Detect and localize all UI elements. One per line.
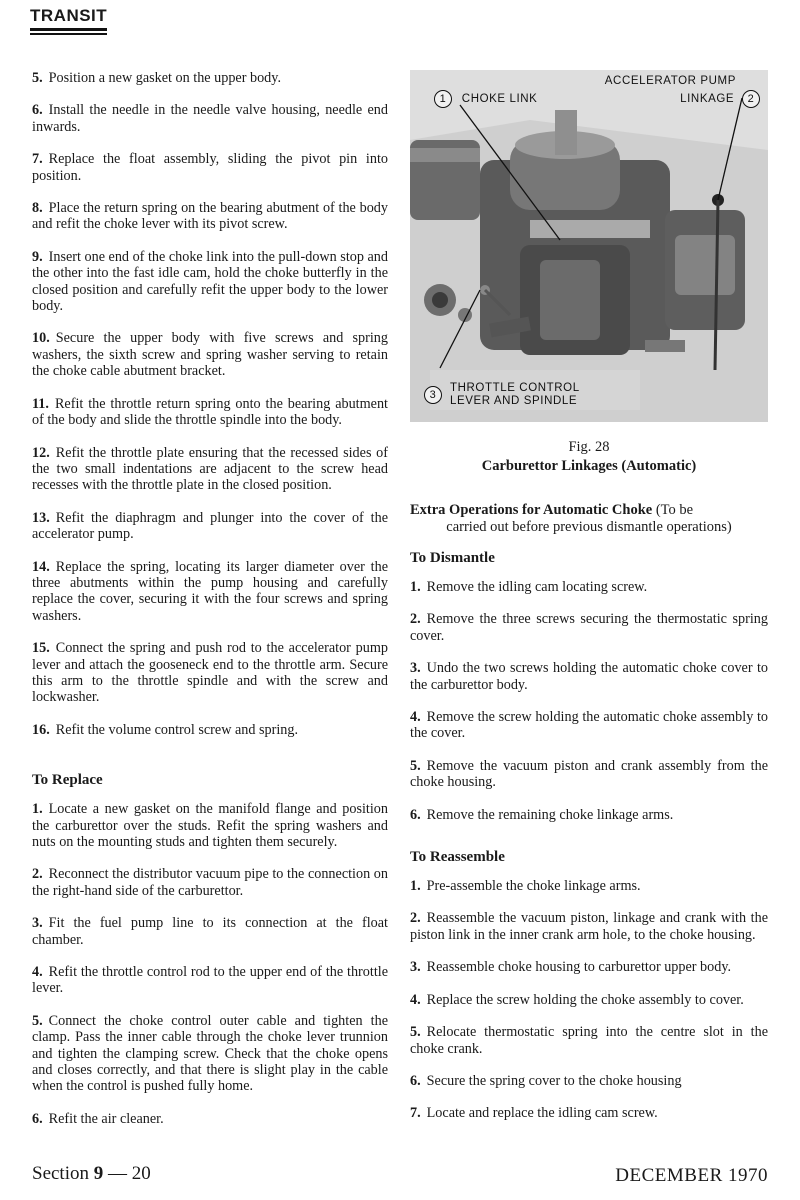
step-item: [32, 1013, 388, 1095]
to-reassemble-heading: To Reassemble: [410, 849, 505, 866]
footer-date: DECEMBER 1970: [615, 1165, 768, 1186]
step-number: 5.: [32, 70, 43, 86]
step-text: Secure the upper body with five screws and spring washers, the sixth screw and spring washer serving to retain the choke cable abutment bracket.: [32, 330, 388, 380]
footer-section: [32, 1163, 151, 1185]
step-text: Secure the spring cover to the choke housing: [426, 1072, 682, 1089]
step-text: Locate a new gasket on the manifold flange and position the carburettor over the studs. Refit the spring washers and nuts on the mounting studs and tighten them securely.: [32, 801, 388, 850]
step-text: Remove the remaining choke linkage arms.: [426, 806, 674, 823]
step-number: 5.: [410, 757, 421, 774]
replace-step-list: [32, 801, 388, 1127]
step-item: [32, 801, 388, 850]
step-text: Undo the two screws holding the automatic choke cover to the carburettor body.: [410, 660, 768, 693]
step-item: [410, 611, 768, 644]
step-text: Connect the choke control outer cable and tighten the clamp. Pass the inner cable through the choke lever trunnion and tighten the clamping screw. Check that the choke opens and closes correctly, and that there is slight play in the cable when the control is pushed fully home.: [32, 1012, 388, 1095]
step-item: [410, 992, 768, 1008]
reassembly-step-list: [32, 70, 388, 738]
step-item: [410, 1105, 768, 1121]
step-item: [410, 807, 768, 823]
carburettor-photo: [410, 70, 768, 422]
step-number: 13.: [32, 509, 50, 526]
callout-throttle-line2: LEVER AND SPINDLE: [450, 395, 578, 407]
extra-operations-title: Extra Operations for Automatic Choke: [410, 502, 653, 518]
step-number: 7.: [410, 1105, 421, 1122]
callout-throttle-control: [424, 382, 580, 408]
step-item: [410, 660, 768, 693]
to-dismantle-heading: To Dismantle: [410, 550, 495, 566]
step-number: 10.: [32, 330, 50, 347]
step-text: Reconnect the distributor vacuum pipe to the connection on the right-hand side of the carburettor.: [32, 866, 388, 899]
step-item: [32, 722, 388, 738]
footer-section-page: — 20: [103, 1163, 151, 1184]
step-text: Pre-assemble the choke linkage arms.: [426, 878, 641, 895]
step-number: 5.: [32, 1012, 43, 1029]
step-text: Insert one end of the choke link into the pull-down stop and the other into the fast idle cam, hold the choke butterfly in the closed position and carefully refit the upper body to the lower body.: [32, 248, 388, 315]
step-item: [410, 910, 768, 943]
step-item: [410, 709, 768, 742]
step-text: Refit the throttle control rod to the upper end of the throttle lever.: [32, 964, 388, 997]
step-item: [32, 396, 388, 429]
reassemble-step-list: [410, 878, 768, 1122]
carburettor-figure: [410, 70, 768, 422]
step-item: [410, 758, 768, 791]
step-text: Remove the three screws securing the thermostatic spring cover.: [410, 611, 768, 644]
step-item: [32, 151, 388, 184]
figure-title: Carburettor Linkages (Automatic): [481, 458, 697, 474]
step-number: 4.: [32, 964, 43, 981]
extra-operations-note-start: (To be: [655, 502, 694, 518]
step-text: Install the needle in the needle valve housing, needle end inwards.: [32, 102, 388, 135]
left-column: [32, 70, 388, 1143]
step-text: Remove the screw holding the automatic choke assembly to the cover.: [410, 709, 768, 742]
step-item: [32, 200, 388, 233]
step-number: 6.: [32, 1110, 43, 1127]
step-number: 8.: [32, 200, 43, 217]
footer-section-prefix: Section: [32, 1163, 94, 1184]
step-number: 6.: [410, 1072, 421, 1089]
step-number: 3.: [410, 660, 421, 677]
step-number: 1.: [410, 579, 421, 595]
step-item: [32, 510, 388, 543]
step-number: 5.: [410, 1024, 421, 1041]
step-text: Remove the idling cam locating screw.: [426, 579, 648, 595]
right-column: [410, 70, 768, 1138]
step-item: [32, 640, 388, 706]
step-number: 1.: [410, 878, 421, 895]
step-item: [32, 249, 388, 315]
step-text: Refit the volume control screw and spring.: [55, 721, 299, 738]
step-text: Replace the screw holding the choke assembly to cover.: [426, 991, 744, 1008]
step-number: 11.: [32, 395, 49, 412]
callout-accelerator-pump-line2: LINKAGE: [680, 93, 735, 106]
step-number: 9.: [32, 248, 43, 265]
footer-section-number: 9: [93, 1163, 104, 1184]
step-text: Relocate thermostatic spring into the centre slot in the choke crank.: [410, 1024, 768, 1057]
step-item: [32, 445, 388, 494]
step-text: Locate and replace the idling cam screw.: [426, 1105, 658, 1122]
step-text: Refit the air cleaner.: [48, 1110, 164, 1127]
step-number: 4.: [410, 991, 421, 1008]
step-number: 12.: [32, 444, 50, 461]
callout-throttle-line1: THROTTLE CONTROL: [450, 382, 580, 394]
step-number: 6.: [32, 102, 43, 119]
figure-number: Fig. 28: [568, 439, 610, 455]
step-text: Reassemble choke housing to carburettor upper body.: [426, 959, 732, 976]
callout-choke-link: [434, 90, 537, 108]
step-item: [32, 70, 388, 86]
callout-number-3: 3: [424, 386, 442, 404]
step-number: 4.: [410, 709, 421, 726]
dismantle-step-list: [410, 579, 768, 823]
to-replace-heading: To Replace: [32, 772, 103, 789]
step-text: Refit the throttle plate ensuring that the recessed sides of the two small indentations are adjacent to the screw head recesses with the throttle plate in the closed position.: [32, 444, 388, 494]
step-item: [410, 1024, 768, 1057]
step-text: Replace the spring, locating its larger diameter over the three abutments within the pump housing and carefully replace the cover, securing it with the four screws and spring washers.: [32, 558, 388, 624]
step-item: [410, 959, 768, 975]
extra-operations-heading: [410, 502, 768, 536]
page-header-title: TRANSIT: [30, 6, 107, 31]
step-item: [410, 1073, 768, 1089]
step-number: 3.: [410, 959, 421, 976]
step-number: 1.: [32, 801, 43, 818]
step-text: Reassemble the vacuum piston, linkage and crank with the piston link in the inner crank arm hole, to the choke housing.: [410, 910, 768, 943]
step-item: [32, 330, 388, 379]
step-item: [32, 866, 388, 899]
step-number: 2.: [410, 611, 421, 628]
step-text: Refit the diaphragm and plunger into the cover of the accelerator pump.: [32, 509, 388, 543]
step-item: [32, 102, 388, 135]
step-text: Place the return spring on the bearing abutment of the body and refit the choke lever with its pivot screw.: [32, 200, 388, 233]
step-text: Fit the fuel pump line to its connection at the float chamber.: [32, 915, 388, 948]
extra-operations-note-rest: carried out before previous dismantle operations): [446, 519, 732, 535]
step-number: 16.: [32, 721, 50, 738]
callout-number-2: 2: [742, 90, 760, 108]
step-text: Refit the throttle return spring onto the bearing abutment of the body and slide the throttle spindle into the body.: [32, 395, 388, 429]
callout-choke-link-label: CHOKE LINK: [461, 93, 538, 106]
callout-number-1: 1: [434, 90, 452, 108]
step-item: [410, 579, 768, 595]
step-item: [410, 878, 768, 894]
step-text: Replace the float assembly, sliding the pivot pin into position.: [32, 151, 388, 184]
step-number: 7.: [32, 151, 43, 168]
step-number: 3.: [32, 915, 43, 932]
step-item: [32, 559, 388, 625]
figure-caption: [410, 438, 768, 476]
step-number: 2.: [410, 910, 421, 927]
step-number: 14.: [32, 558, 50, 575]
step-item: [32, 915, 388, 948]
callout-accelerator-pump: [605, 75, 760, 108]
step-text: Remove the vacuum piston and crank assembly from the choke housing.: [410, 757, 768, 791]
step-number: 15.: [32, 640, 50, 657]
step-item: [32, 1111, 388, 1127]
step-number: 2.: [32, 866, 43, 883]
step-item: [32, 964, 388, 997]
step-number: 6.: [410, 806, 421, 823]
step-text: Position a new gasket on the upper body.: [48, 70, 281, 86]
step-text: Connect the spring and push rod to the accelerator pump lever and attach the gooseneck end to the throttle arm. Secure this arm to the throttle spindle and with the screw and lockwasher.: [32, 640, 388, 706]
callout-accelerator-pump-line1: ACCELERATOR PUMP: [604, 75, 736, 87]
